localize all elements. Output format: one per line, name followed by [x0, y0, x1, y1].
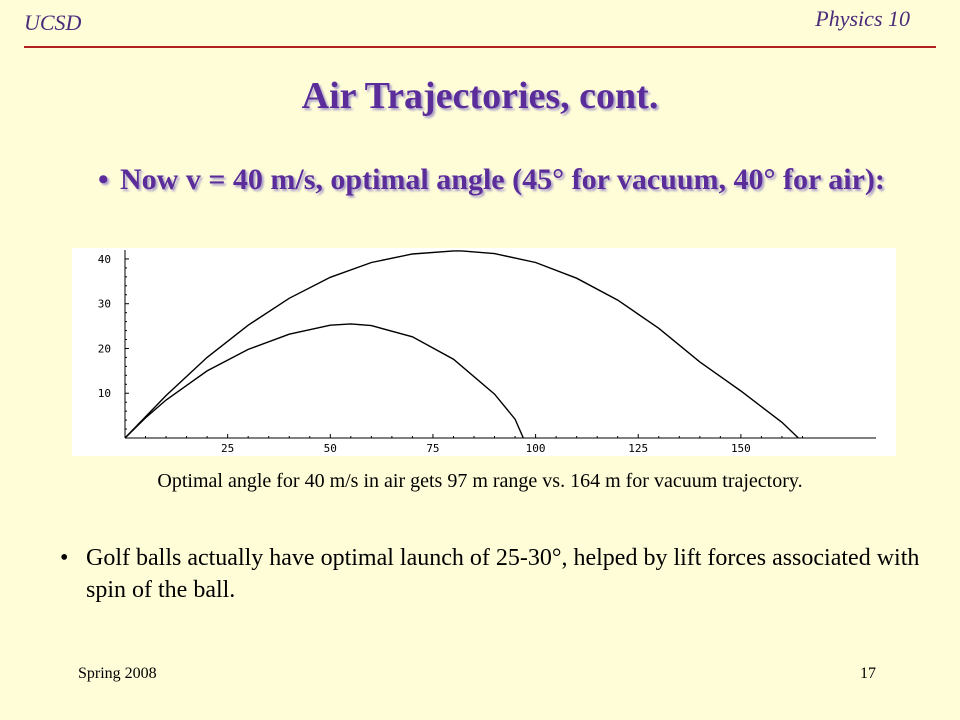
header-rule [24, 46, 936, 48]
chart-caption: Optimal angle for 40 m/s in air gets 97 m range vs. 164 m for vacuum trajectory. [157, 470, 803, 492]
bullet-1-text: Now v = 40 m/s, optimal angle (45° for vacuum, 40° for air): [120, 163, 885, 196]
x-tick-label: 25 [221, 442, 235, 455]
y-tick-label: 40 [97, 252, 111, 266]
x-tick-label: 150 [730, 442, 751, 455]
bullet-dot: • [60, 545, 69, 571]
x-tick-label: 125 [628, 442, 649, 455]
bullet-2-text: Golf balls actually have optimal launch of 25-30°, helped by lift forces associated with spin of the ball. [86, 545, 920, 603]
header-right: Physics 10 [815, 6, 910, 31]
y-tick-label: 20 [97, 342, 111, 356]
x-tick-label: 75 [426, 442, 440, 455]
trajectory-chart-svg [72, 248, 896, 456]
x-tick-label: 100 [525, 442, 546, 455]
slide-number: 17 [860, 665, 876, 682]
y-tick-label: 30 [97, 297, 111, 311]
bullet-dot: • [98, 163, 109, 196]
y-tick-label: 10 [97, 387, 111, 401]
bullet-1 [98, 160, 888, 200]
footer-date: Spring 2008 [78, 665, 157, 682]
series-line-1 [125, 251, 798, 438]
trajectory-chart [72, 248, 896, 456]
bullet-2 [60, 542, 920, 606]
x-tick-label: 50 [323, 442, 337, 455]
series-line-2 [125, 324, 523, 438]
slide-title: Air Trajectories, cont. [301, 75, 659, 117]
header-left: UCSD [24, 10, 82, 35]
